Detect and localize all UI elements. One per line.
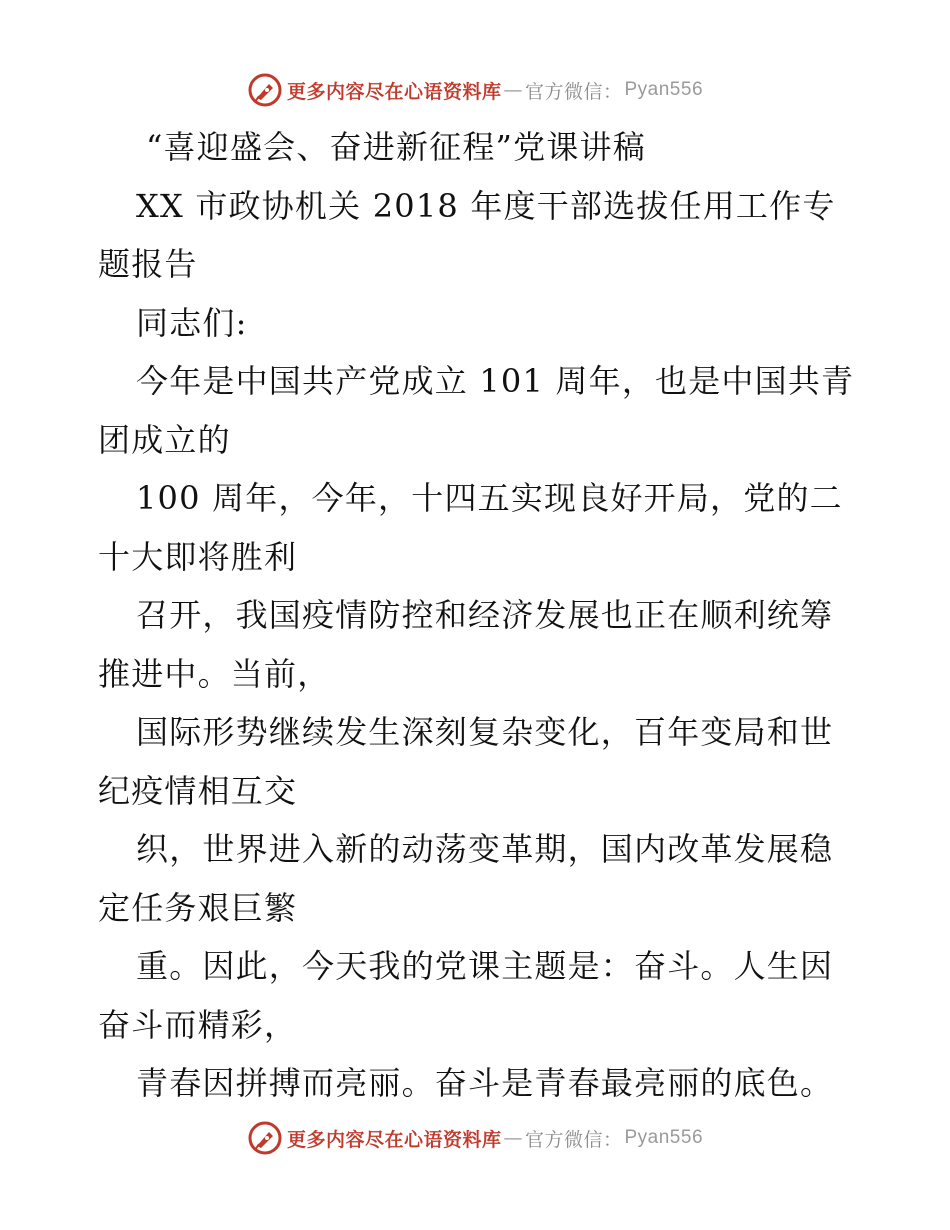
pen-nib-logo-icon (247, 1120, 283, 1156)
body-paragraph: 100 周年，今年，十四五实现良好开局，党的二十大即将胜利 (98, 479, 843, 576)
body-paragraph: 青春因拼搏而亮丽。奋斗是青春最亮丽的底色。 (136, 1064, 834, 1102)
body-paragraph: 今年是中国共产党成立 101 周年，也是中国共青团成立的 (98, 362, 855, 459)
banner-separator: — (503, 79, 523, 101)
banner-wechat-id: Pyan556 (624, 79, 704, 100)
banner-main-text: 更多内容尽在心语资料库 (286, 1128, 502, 1151)
body-paragraph: 召开，我国疫情防控和经济发展也正在顺利统筹推进中。当前， (98, 596, 834, 693)
banner-sub-text: 官方微信： (524, 1128, 623, 1151)
document-body (98, 118, 858, 1113)
banner-main-text: 更多内容尽在心语资料库 (286, 80, 502, 103)
document-subtitle: XX 市政协机关 2018 年度干部选拔任用工作专题报告 (98, 186, 836, 283)
banner-separator: — (503, 1127, 523, 1149)
body-paragraph: 织，世界进入新的动荡变革期，国内改革发展稳定任务艰巨繁 (98, 830, 834, 927)
header-banner (0, 70, 950, 110)
footer-banner (0, 1118, 950, 1158)
salutation: 同志们: (136, 303, 248, 342)
pen-nib-logo-icon (247, 72, 283, 108)
banner-sub-text: 官方微信： (524, 80, 623, 103)
body-paragraph: 重。因此，今天我的党课主题是：奋斗。人生因奋斗而精彩， (98, 947, 834, 1044)
banner-wechat-id: Pyan556 (624, 1127, 704, 1148)
body-paragraph: 国际形势继续发生深刻复杂变化，百年变局和世纪疫情相互交 (98, 713, 834, 810)
document-title: “喜迎盛会、奋进新征程”党课讲稿 (146, 128, 646, 166)
